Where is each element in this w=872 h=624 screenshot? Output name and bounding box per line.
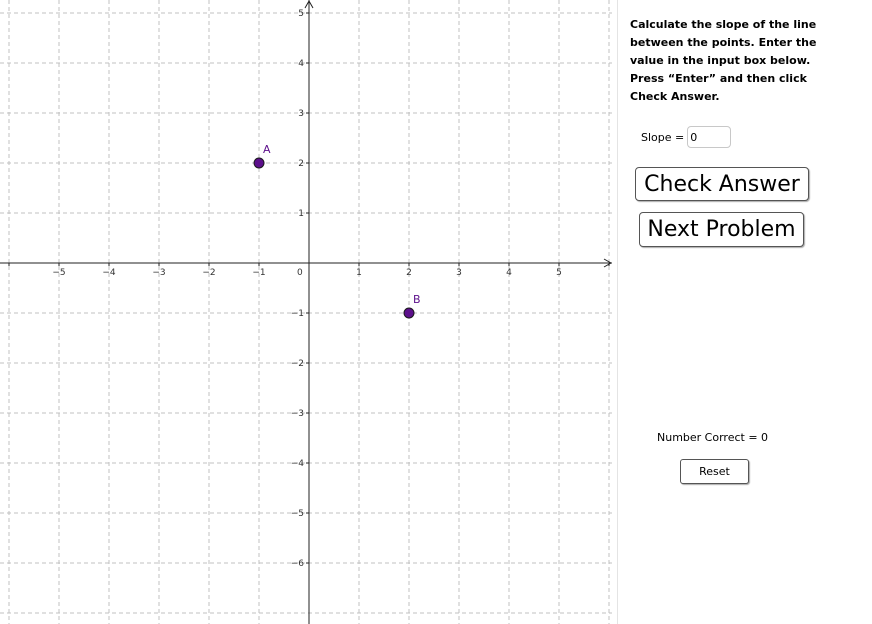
y-tick-label: 3 (298, 109, 304, 119)
slope-label: Slope = (641, 130, 685, 144)
check-answer-button[interactable]: Check Answer (635, 167, 809, 201)
y-tick-label: −5 (290, 509, 304, 519)
point-label: A (263, 143, 271, 156)
question-panel (618, 0, 872, 624)
next-problem-button[interactable]: Next Problem (639, 212, 804, 247)
slope-input[interactable] (687, 126, 731, 148)
y-tick-label: −3 (290, 409, 304, 419)
y-tick-label: 1 (298, 209, 304, 219)
reset-button[interactable]: Reset (680, 459, 749, 484)
y-tick-label: 5 (298, 9, 304, 19)
x-tick-label: −5 (52, 268, 66, 278)
x-tick-label: −2 (202, 268, 216, 278)
point-a[interactable] (254, 143, 271, 168)
number-correct-text: Number Correct = 0 (657, 431, 769, 444)
x-tick-label: 4 (506, 268, 512, 278)
x-tick-label: −3 (152, 268, 166, 278)
y-tick-label: 4 (298, 59, 304, 69)
y-tick-label: 2 (298, 159, 304, 169)
x-tick-label: −4 (102, 268, 116, 278)
point-b[interactable] (404, 293, 421, 318)
y-tick-label: −6 (290, 559, 304, 569)
point-marker[interactable] (254, 158, 264, 168)
slope-row (641, 124, 731, 150)
point-label: B (413, 293, 421, 306)
point-marker[interactable] (404, 308, 414, 318)
x-tick-label: 0 (297, 268, 303, 278)
y-tick-label: −2 (290, 359, 304, 369)
y-axis-tick-labels (291, 9, 305, 569)
x-tick-label: −1 (252, 268, 266, 278)
points[interactable] (254, 143, 421, 318)
y-tick-label: −1 (290, 309, 304, 319)
y-tick-label: −4 (290, 459, 304, 469)
x-tick-label: 3 (456, 268, 462, 278)
x-tick-label: 5 (556, 268, 562, 278)
x-tick-label: 1 (356, 268, 362, 278)
instructions-text: Calculate the slope of the line between the points. Enter the value in the input box below. Press “Enter” and then click Check Answer. (630, 18, 817, 103)
x-axis-tick-labels (52, 268, 562, 278)
x-tick-label: 2 (406, 268, 412, 278)
